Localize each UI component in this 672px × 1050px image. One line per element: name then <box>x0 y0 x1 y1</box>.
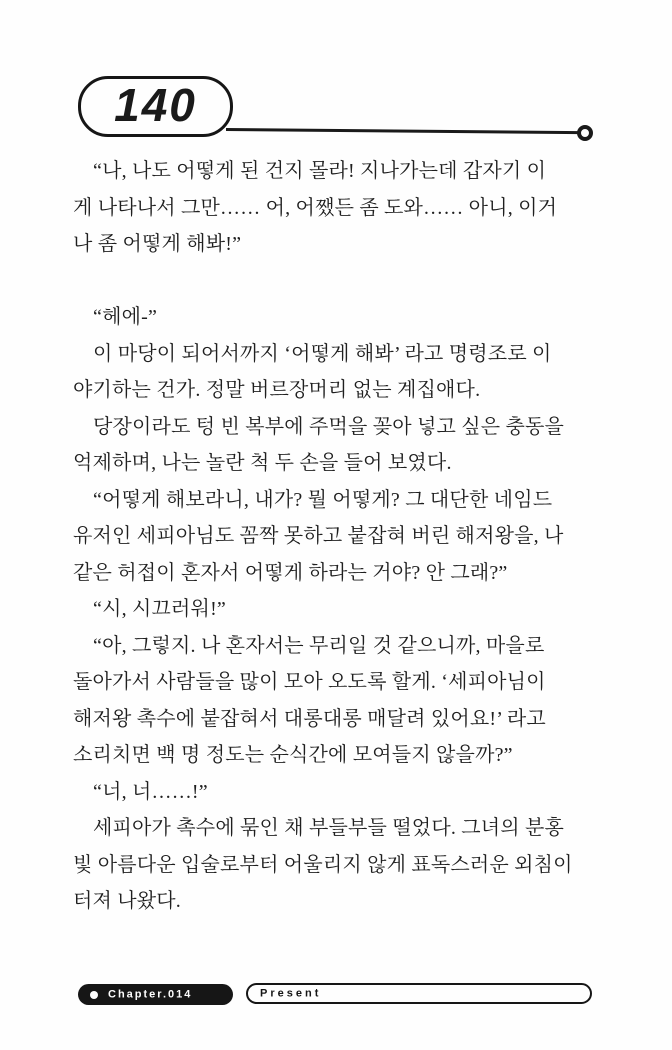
text-line: 소리치면 백 명 정도는 순식간에 모여들지 않을까?” <box>73 744 513 766</box>
text-line: 이 마당이 되어서까지 ‘어떻게 해봐’ 라고 명령조로 이 <box>93 342 552 365</box>
chapter-label: Chapter.014 <box>108 988 193 1000</box>
text-line: “나, 나도 어떻게 된 건지 몰라! 지나가는데 갑자기 이 <box>93 160 547 182</box>
text-line: 유저인 세피아님도 꼼짝 못하고 붙잡혀 버린 해저왕을, 나 <box>73 525 564 547</box>
text-line: 빛 아름다운 입술로부터 어울리지 않게 표독스러운 외침이 <box>73 853 573 876</box>
paragraph <box>73 299 604 336</box>
text-line: 억제하며, 나는 놀란 척 두 손을 들어 보였다. <box>73 452 452 474</box>
paragraph <box>73 336 604 409</box>
page-number-badge <box>78 76 233 137</box>
paragraph <box>73 153 604 263</box>
chapter-badge <box>78 984 233 1005</box>
text-line: 게 나타나서 그만…… 어, 어쨌든 좀 도와…… 아니, 이거 <box>73 196 558 219</box>
text-line: “시, 시끄러워!” <box>93 598 227 620</box>
text-line: 같은 허접이 혼자서 어떻게 하라는 거야? 안 그래?” <box>73 561 508 584</box>
paragraph <box>73 628 604 774</box>
paragraph <box>73 774 604 811</box>
text-line: 터져 나왔다. <box>73 890 181 912</box>
paragraph <box>73 810 604 920</box>
header-rule <box>226 128 580 134</box>
text-line: 당장이라도 텅 빈 복부에 주먹을 꽂아 넣고 싶은 충동을 <box>93 415 565 438</box>
paragraph <box>73 409 604 482</box>
paragraph <box>73 591 604 628</box>
text-line: 돌아가서 사람들을 많이 모아 오도록 할게. ‘세피아님이 <box>73 671 546 693</box>
present-label: Present <box>260 987 322 999</box>
bullet-dot-icon <box>90 991 98 999</box>
text-line: “헤에-” <box>93 306 158 328</box>
text-line: 나 좀 어떻게 해봐!” <box>73 233 242 255</box>
present-badge <box>246 983 592 1004</box>
text-line: “너, 너……!” <box>93 780 208 803</box>
text-line: “아, 그렇지. 나 혼자서는 무리일 것 같으니까, 마을로 <box>93 634 545 657</box>
page-number: 140 <box>114 78 197 131</box>
text-line: 세피아가 촉수에 묶인 채 부들부들 떨었다. 그녀의 분홍 <box>93 817 565 839</box>
body-text <box>73 153 604 920</box>
header-ring-icon <box>577 125 593 141</box>
text-line: “어떻게 해보라니, 내가? 뭘 어떻게? 그 대단한 네임드 <box>93 488 553 511</box>
text-line: 해저왕 촉수에 붙잡혀서 대롱대롱 매달려 있어요!’ 라고 <box>73 707 546 730</box>
text-line: 야기하는 건가. 정말 버르장머리 없는 계집애다. <box>73 379 481 401</box>
paragraph <box>73 482 604 592</box>
